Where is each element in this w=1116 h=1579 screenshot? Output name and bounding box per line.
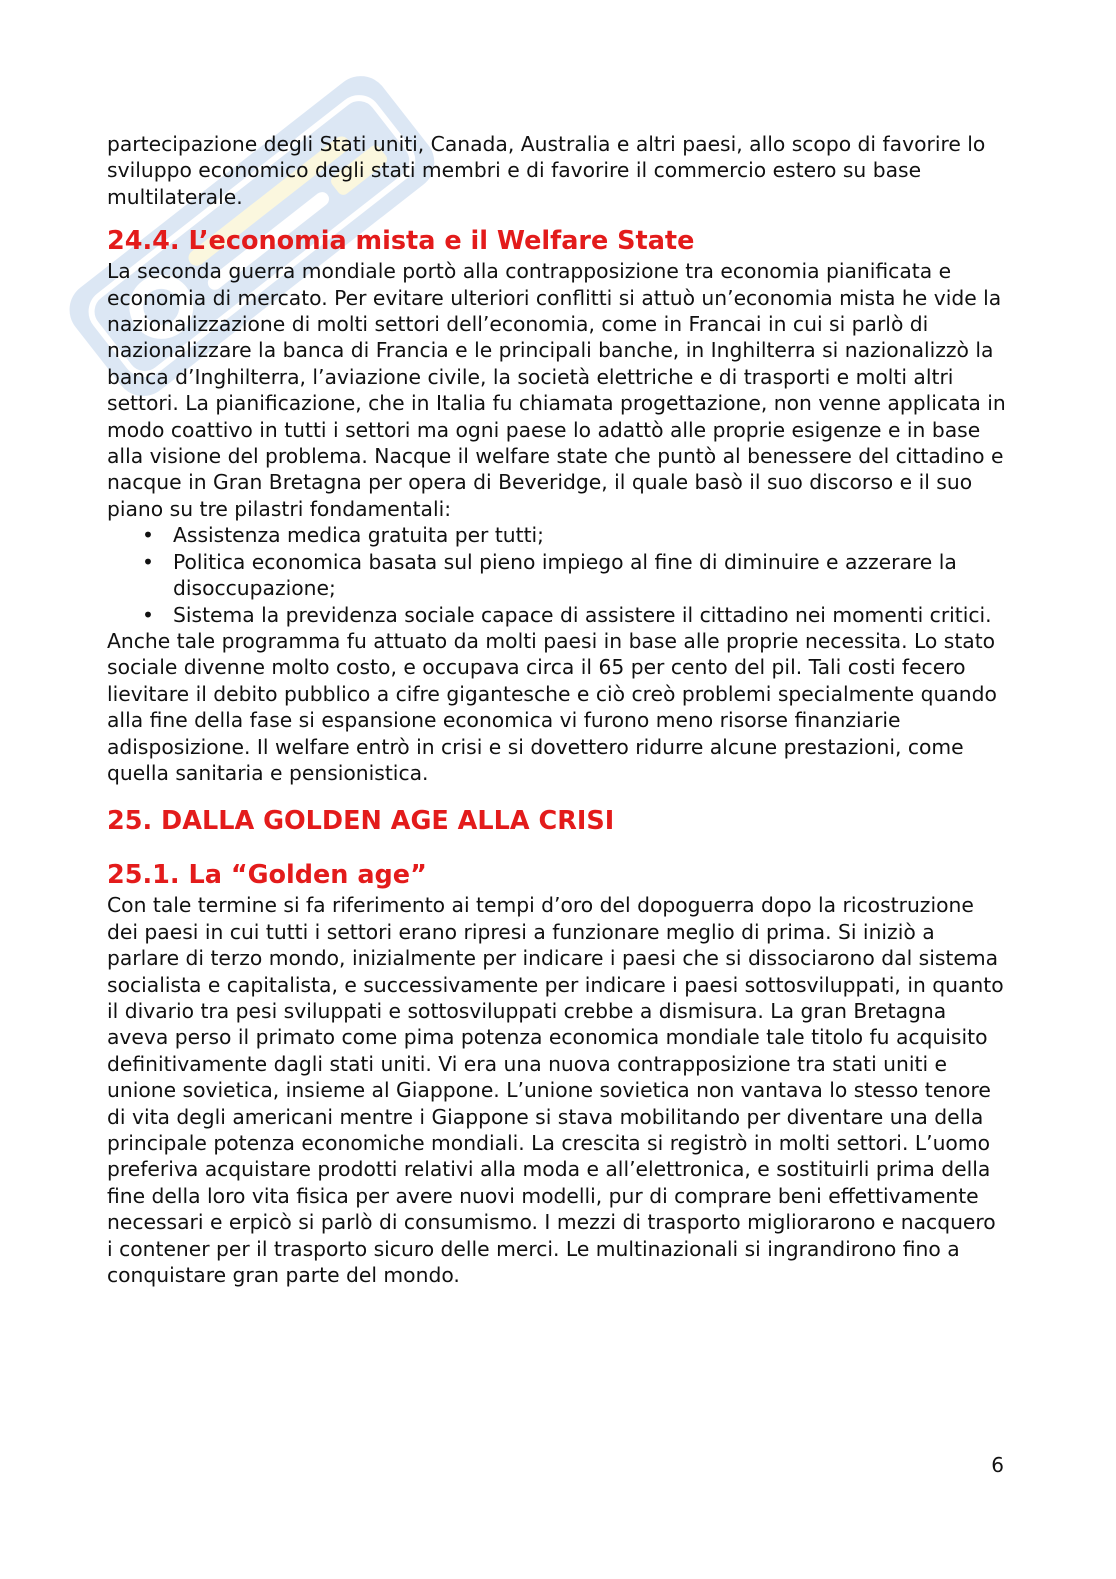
list-item xyxy=(142,549,1007,602)
welfare-pillars-list xyxy=(107,522,1007,628)
intro-paragraph: partecipazione degli Stati uniti, Canada, Australia e altri paesi, allo scopo di favorire lo sviluppo economico degli stati membri e di favorire il commercio estero su base multilaterale. xyxy=(107,132,986,209)
list-item-text: Politica economica basata sul pieno impiego al fine di diminuire e azzerare la disoccupazione; xyxy=(173,549,957,601)
page-number: 6 xyxy=(991,1453,1004,1477)
bullet-icon: • xyxy=(142,602,154,627)
section-24-4-closing-paragraph: Anche tale programma fu attuato da molti paesi in base alle proprie necessita. Lo stato sociale divenne molto costo, e occupava circa il 65 per cento del pil. Tali costi fecero lievitare il debito pubblico a cifre gigantesche e ciò creò problemi specialmente quando alla fine della fase si espansione economica vi furono meno risorse finanziarie adisposizione. Il welfare entrò in crisi e si dovettero ridurre alcune prestazioni, come quella sanitaria e pensionistica. xyxy=(107,628,997,785)
section-25-heading: 25. DALLA GOLDEN AGE ALLA CRISI xyxy=(107,806,615,837)
section-24-4-paragraph: La seconda guerra mondiale portò alla contrapposizione tra economia pianificata e economia di mercato. Per evitare ulteriori conflitti si attuò un’economia mista he vide la nazionalizzazione di molti settori dell’economia, come in Francai in cui si parlò di nazionalizzare la banca di Francia e le principali banche, in Inghilterra si nazionalizzò la banca d’Inghilterra, l’aviazione civile, la società elettriche e di trasporti e molti altri settori. La pianificazione, che in Italia fu chiamata progettazione, non venne applicata in modo coattivo in tutti i settori ma ogni paese lo adattò alle proprie esigenze e in base alla visione del problema. Nacque il welfare state che puntò al benessere del cittadino e nacque in Gran Bretagna per opera di Beveridge, il quale basò il suo discorso e il suo piano su tre pilastri fondamentali: xyxy=(107,259,1006,521)
list-item-text: Assistenza medica gratuita per tutti; xyxy=(173,523,545,548)
section-24-4-heading: 24.4. L’economia mista e il Welfare State xyxy=(107,226,695,257)
list-item-text: Sistema la previdenza sociale capace di assistere il cittadino nei momenti critici. xyxy=(173,602,992,627)
list-item xyxy=(142,522,1007,548)
section-25-1-heading: 25.1. La “Golden age” xyxy=(107,860,427,891)
section-25-1-paragraph: Con tale termine si fa riferimento ai tempi d’oro del dopoguerra dopo la ricostruzione dei paesi in cui tutti i settori erano ripresi a funzionare meglio di prima. Si iniziò a parlare di terzo mondo, inizialmente per indicare i paesi che si dissociarono dal sistema socialista e capitalista, e successivamente per indicare i paesi sottosviluppati, in quanto il divario tra pesi sviluppati e sottosviluppati crebbe a dismisura. La gran Bretagna aveva perso il primato come pima potenza economica mondiale tale titolo fu acquisito definitivamente dagli stati uniti. Vi era una nuova contrapposizione tra stati uniti e unione sovietica, insieme al Giappone. L’unione sovietica non vantava lo stesso tenore di vita degli americani mentre i Giappone si stava mobilitando per diventare una della principale potenza economiche mondiali. La crescita si registrò in molti settori. L’uomo preferiva acquistare prodotti relativi alla moda e all’elettronica, e sostituirli prima della fine della loro vita fisica per avere nuovi modelli, pur di comprare beni effettivamente necessari e erpicò si parlò di consumismo. I mezzi di trasporto migliorarono e nacquero i contener per il trasporto sicuro delle merci. Le multinazionali si ingrandirono fino a conquistare gran parte del mondo. xyxy=(107,893,1004,1288)
list-item xyxy=(142,602,1007,628)
page-content xyxy=(107,131,1007,1288)
bullet-icon: • xyxy=(142,549,154,574)
bullet-icon: • xyxy=(142,523,154,548)
